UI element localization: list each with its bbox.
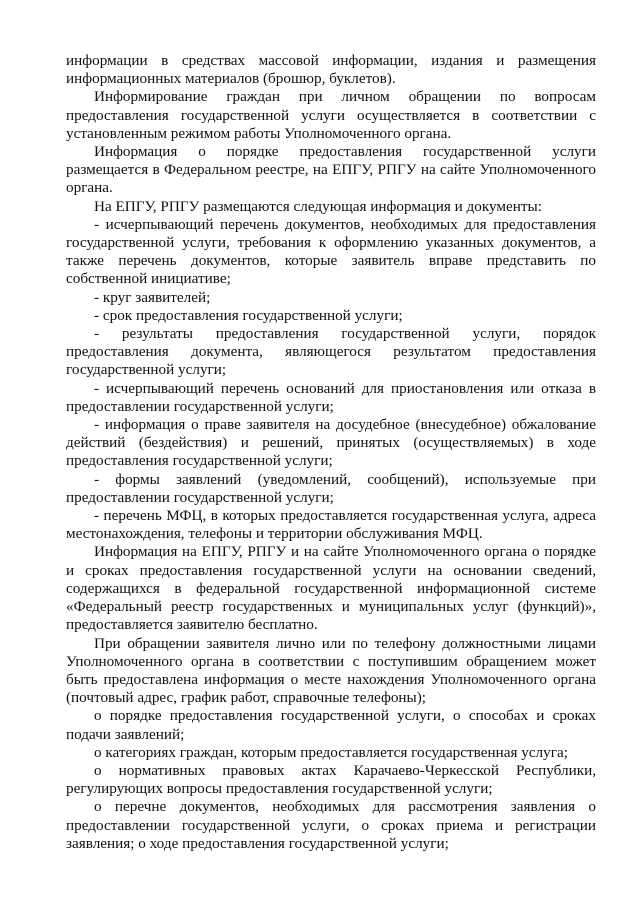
list-item-categories: о категориях граждан, которым предоставляется государственная услуга;	[94, 743, 568, 761]
list-item-legal-acts: о нормативных правовых актах Карачаево-Черкесской Республики, регулирующих вопросы предоставления государственной услуги;	[66, 761, 596, 798]
paragraph-continuation: информации в средствах массовой информации, издания и размещения информационных материалов (брошюр, буклетов).	[66, 52, 596, 88]
list-item-forms: - формы заявлений (уведомлений, сообщений), используемые при предоставлении государственной услуги;	[66, 470, 596, 506]
list-item-results: - результаты предоставления государственной услуги, порядок предоставления документа, являющегося результатом предоставления государственной услуги;	[66, 325, 596, 379]
list-item-appeal-rights: - информация о праве заявителя на досудебное (внесудебное) обжалование действий (бездействия) и решений, принятых (осуществляемых) в ходе предоставления государственной услуги;	[66, 416, 596, 470]
list-item-mfc: - перечень МФЦ, в которых предоставляется государственная услуга, адреса местонахождения, телефоны и территории обслуживания МФЦ.	[66, 507, 596, 543]
paragraph-personal-informing: Информирование граждан при личном обращении по вопросам предоставления государственной услуги осуществляется в соответствии с установленным режимом работы Уполномоченного органа.	[66, 88, 596, 142]
paragraph-portal-intro: На ЕПГУ, РПГУ размещаются следующая информация и документы:	[94, 197, 542, 215]
list-item-documents: - исчерпывающий перечень документов, необходимых для предоставления государственной услуги, требования к оформлению указанных документов, а также перечень документов, которые заявитель вправе представить по собственной инициативе;	[66, 215, 596, 288]
list-item-refusal-grounds: - исчерпывающий перечень оснований для приостановления или отказа в предоставлении государственной услуги;	[66, 379, 596, 415]
document-page	[66, 52, 596, 853]
paragraph-free-info: Информация на ЕПГУ, РПГУ и на сайте Уполномоченного органа о порядке и сроках предоставления государственной услуги на основании сведений, содержащихся в федеральной государственной информационной системе «Федеральный реестр государственных и муниципальных услуг (функций)», предоставляется заявителю бесплатно.	[66, 543, 596, 634]
list-item-document-list: о перечне документов, необходимых для рассмотрения заявления о предоставлении государственной услуги, о сроках приема и регистрации заявления; о ходе предоставления государственной услуги;	[66, 798, 596, 852]
paragraph-phone-requests: При обращении заявителя лично или по телефону должностными лицами Уполномоченного органа в соответствии с поступившим обращением может быть предоставлена информация о месте нахождения Уполномоченного органа (почтовый адрес, график работ, справочные телефоны);	[66, 634, 596, 707]
paragraph-registry-info: Информация о порядке предоставления государственной услуги размещается в Федеральном реестре, на ЕПГУ, РПГУ на сайте Уполномоченного органа.	[66, 143, 596, 197]
list-item-term: - срок предоставления государственной услуги;	[94, 306, 403, 324]
list-item-applicants: - круг заявителей;	[94, 288, 211, 306]
list-item-procedure: о порядке предоставления государственной услуги, о способах и сроках подачи заявлений;	[66, 707, 596, 743]
